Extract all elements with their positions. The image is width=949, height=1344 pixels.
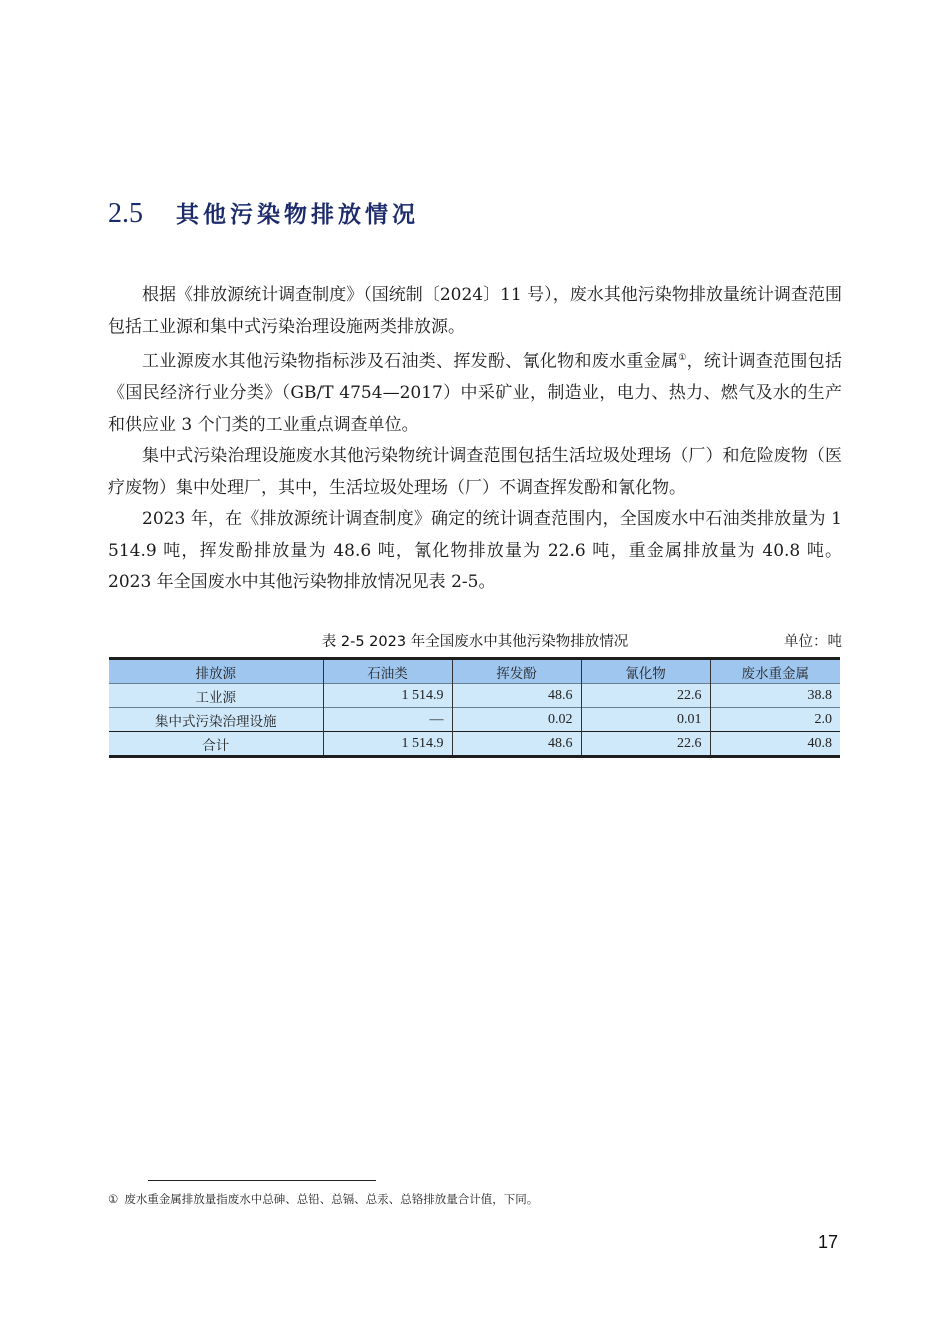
cell-source: 集中式污染治理设施	[109, 708, 323, 732]
table-caption: 表 2-5 2023 年全国废水中其他污染物排放情况	[321, 634, 629, 650]
cell-source: 工业源	[109, 684, 323, 708]
footnote-reference[interactable]: ①	[678, 353, 687, 363]
section-number: 2.5	[108, 198, 143, 229]
section-title: 其他污染物排放情况	[176, 202, 419, 228]
footnote-divider	[148, 1180, 376, 1181]
paragraph: 2023 年，在《排放源统计调查制度》确定的统计调查范围内，全国废水中石油类排放量为 1 514.9 吨，挥发酚排放量为 48.6 吨，氰化物排放量为 22.6 吨，重金属排放量为 40.8 吨。2023 年全国废水中其他污染物排放情况见表 2-5。	[108, 509, 842, 593]
paragraph: 集中式污染治理设施废水其他污染物统计调查范围包括生活垃圾处理场（厂）和危险废物（医疗废物）集中处理厂，其中，生活垃圾处理场（厂）不调查挥发酚和氰化物。	[108, 446, 842, 498]
table-row	[109, 684, 840, 708]
cell-cyanide: 22.6	[581, 732, 710, 757]
body-text	[108, 280, 842, 599]
paragraph-text: ，统计调查范围包括《国民经济行业分类》（GB/T 4754—2017）中采矿业，制造业，电力、热力、燃气及水的生产和供应业 3 个门类的工业重点调查单位。	[108, 351, 843, 435]
section-heading	[108, 196, 419, 230]
cell-phenol: 48.6	[452, 684, 581, 708]
cell-petroleum: —	[323, 708, 452, 732]
paragraph-text: 工业源废水其他污染物指标涉及石油类、挥发酚、氰化物和废水重金属	[142, 351, 679, 372]
table-total-row	[109, 732, 840, 757]
cell-cyanide: 22.6	[581, 684, 710, 708]
paragraph	[108, 343, 842, 441]
cell-source: 合计	[109, 732, 323, 757]
footnote	[108, 1191, 538, 1207]
cell-heavy-metals: 2.0	[710, 708, 840, 732]
cell-petroleum: 1 514.9	[323, 732, 452, 757]
column-header-cyanide: 氰化物	[581, 659, 710, 684]
table-unit: 单位：吨	[784, 634, 842, 650]
emissions-table	[109, 657, 840, 758]
table-row	[109, 708, 840, 732]
table-header-row	[109, 659, 840, 684]
page-number: 17	[818, 1232, 839, 1252]
cell-cyanide: 0.01	[581, 708, 710, 732]
table-caption-row	[108, 630, 842, 652]
cell-petroleum: 1 514.9	[323, 684, 452, 708]
column-header-source: 排放源	[109, 659, 323, 684]
column-header-petroleum: 石油类	[323, 659, 452, 684]
cell-phenol: 48.6	[452, 732, 581, 757]
footnote-mark: ①	[108, 1192, 119, 1206]
cell-heavy-metals: 40.8	[710, 732, 840, 757]
cell-heavy-metals: 38.8	[710, 684, 840, 708]
paragraph: 根据《排放源统计调查制度》（国统制〔2024〕11 号），废水其他污染物排放量统计调查范围包括工业源和集中式污染治理设施两类排放源。	[108, 285, 842, 337]
footnote-text: 废水重金属排放量指废水中总砷、总铅、总镉、总汞、总铬排放量合计值，下同。	[124, 1192, 539, 1206]
cell-phenol: 0.02	[452, 708, 581, 732]
column-header-heavy-metals: 废水重金属	[710, 659, 840, 684]
column-header-phenol: 挥发酚	[452, 659, 581, 684]
